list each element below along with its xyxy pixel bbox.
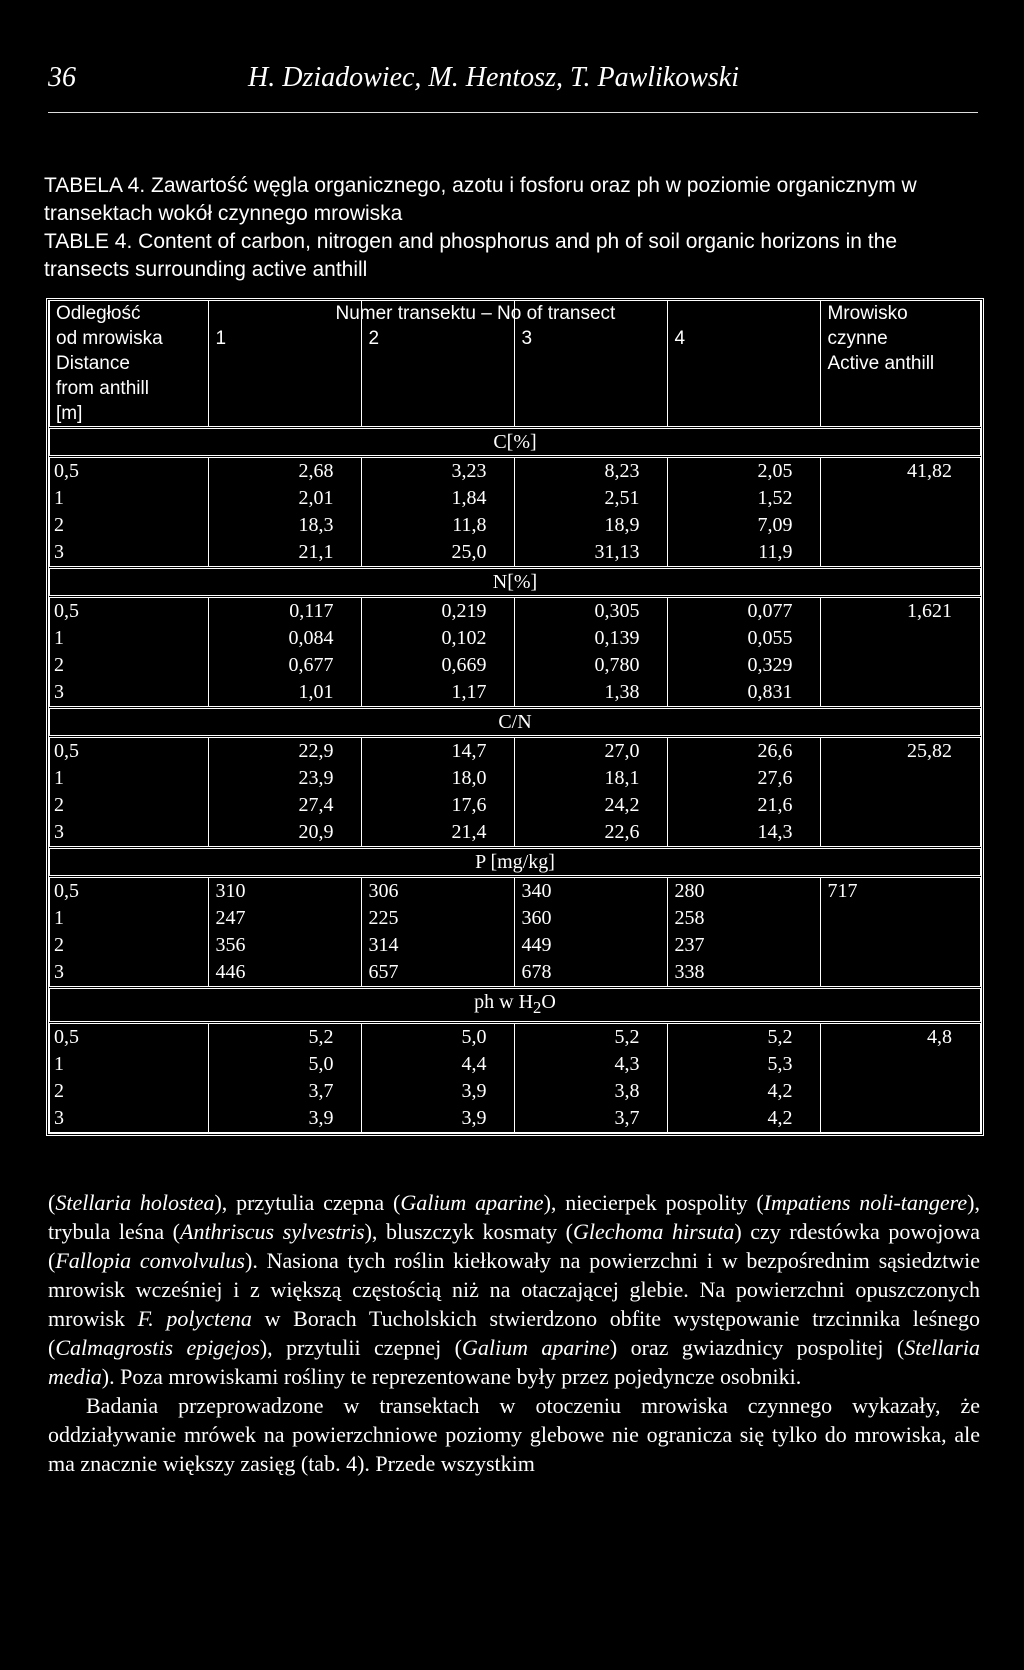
value-cell: 24,2 xyxy=(515,792,668,819)
value-cell: 4,3 xyxy=(515,1051,668,1078)
section-title: N[%] xyxy=(50,568,981,597)
table-row xyxy=(50,625,981,652)
distance-cell: 3 xyxy=(50,959,209,988)
value-cell: 5,3 xyxy=(668,1051,821,1078)
table-caption xyxy=(44,172,979,284)
value-cell: 23,9 xyxy=(209,765,362,792)
species-name: Fallopia convolvulus xyxy=(55,1248,245,1273)
distance-header-line: from anthill xyxy=(56,378,149,399)
value-cell: 3,7 xyxy=(209,1078,362,1105)
value-cell: 31,13 xyxy=(515,539,668,568)
distance-cell: 0,5 xyxy=(50,877,209,906)
table-row xyxy=(50,597,981,626)
table-row xyxy=(50,652,981,679)
species-name: Anthriscus sylvestris xyxy=(180,1219,365,1244)
transect-number: 3 xyxy=(521,328,533,349)
active-header-line: Active anthill xyxy=(827,353,935,374)
value-cell: 0,102 xyxy=(362,625,515,652)
value-cell: 657 xyxy=(362,959,515,988)
value-cell: 0,831 xyxy=(668,679,821,708)
value-cell: 5,2 xyxy=(668,1023,821,1052)
table-row xyxy=(50,1078,981,1105)
distance-cell: 0,5 xyxy=(50,1023,209,1052)
section-row xyxy=(50,848,981,877)
running-head: H. Dziadowiec, M. Hentosz, T. Pawlikowski xyxy=(248,62,740,93)
value-cell: 0,139 xyxy=(515,625,668,652)
section-title: P [mg/kg] xyxy=(50,848,981,877)
species-name: F. polyctena xyxy=(137,1306,252,1331)
value-cell: 18,9 xyxy=(515,512,668,539)
active-value-cell xyxy=(821,652,981,679)
value-cell: 1,84 xyxy=(362,485,515,512)
value-cell: 22,6 xyxy=(515,819,668,848)
page-number: 36 xyxy=(48,62,76,93)
value-cell: 27,4 xyxy=(209,792,362,819)
value-cell: 20,9 xyxy=(209,819,362,848)
value-cell: 14,3 xyxy=(668,819,821,848)
value-cell: 4,4 xyxy=(362,1051,515,1078)
body-paragraph-1: (Stellaria holostea), przytulia czepna (Galium aparine), niecierpek pospolity (Impatiens noli-tangere), trybula leśna (Anthriscus sylvestris), bluszczyk kosmaty (Glechoma hirsuta) czy rdestówka powojowa (Fallopia convolvulus). Nasiona tych roślin kiełkowały na powierzchni i w bezpośrednim sąsiedztwie mrowisk wcześniej i z większą częstością niż na otaczającej glebie. Na powierzchni opuszczonych mrowisk F. polyctena w Borach Tucholskich stwierdzono obfite występowanie trzcinnika leśnego (Calmagrostis epigejos), przytulii czepnej (Galium aparine) oraz gwiazdnicy pospolitej (Stellaria media). Poza mrowiskami rośliny te reprezentowane były przez pojedyncze osobniki. xyxy=(48,1190,980,1389)
distance-cell: 0,5 xyxy=(50,737,209,766)
value-cell: 1,01 xyxy=(209,679,362,708)
value-cell: 2,51 xyxy=(515,485,668,512)
value-cell: 3,9 xyxy=(362,1078,515,1105)
value-cell: 11,8 xyxy=(362,512,515,539)
value-cell: 237 xyxy=(668,932,821,959)
distance-cell: 2 xyxy=(50,652,209,679)
value-cell: 18,3 xyxy=(209,512,362,539)
value-cell: 3,7 xyxy=(515,1105,668,1133)
section-row xyxy=(50,708,981,737)
value-cell: 2,68 xyxy=(209,457,362,486)
table-row xyxy=(50,959,981,988)
body-text xyxy=(48,1188,980,1478)
data-table xyxy=(46,298,984,1136)
distance-cell: 0,5 xyxy=(50,457,209,486)
active-value-cell: 717 xyxy=(821,877,981,906)
distance-header-line: od mrowiska xyxy=(56,328,163,349)
distance-cell: 3 xyxy=(50,679,209,708)
value-cell: 21,1 xyxy=(209,539,362,568)
table-row xyxy=(50,737,981,766)
table-row xyxy=(50,877,981,906)
distance-header-line: Distance xyxy=(56,353,130,374)
active-value-cell xyxy=(821,679,981,708)
table-row xyxy=(50,539,981,568)
value-cell: 2,01 xyxy=(209,485,362,512)
table-row xyxy=(50,905,981,932)
value-cell: 306 xyxy=(362,877,515,906)
active-header-line: Mrowisko xyxy=(827,303,908,324)
species-name: Stellaria holostea xyxy=(55,1190,215,1215)
active-value-cell: 41,82 xyxy=(821,457,981,486)
value-cell: 5,0 xyxy=(209,1051,362,1078)
species-name: Galium aparine xyxy=(461,1335,610,1360)
value-cell: 5,2 xyxy=(515,1023,668,1052)
value-cell: 7,09 xyxy=(668,512,821,539)
value-cell: 338 xyxy=(668,959,821,988)
section-title: C/N xyxy=(50,708,981,737)
table-row xyxy=(50,1051,981,1078)
active-value-cell xyxy=(821,765,981,792)
active-value-cell xyxy=(821,959,981,988)
value-cell: 21,4 xyxy=(362,819,515,848)
active-header-line: czynne xyxy=(827,328,888,349)
species-name: Impatiens noli-tangere xyxy=(763,1190,968,1215)
value-cell: 280 xyxy=(668,877,821,906)
transect-number: 2 xyxy=(368,328,380,349)
value-cell: 678 xyxy=(515,959,668,988)
value-cell: 310 xyxy=(209,877,362,906)
value-cell: 18,1 xyxy=(515,765,668,792)
value-cell: 0,055 xyxy=(668,625,821,652)
value-cell: 17,6 xyxy=(362,792,515,819)
value-cell: 27,0 xyxy=(515,737,668,766)
active-value-cell xyxy=(821,905,981,932)
value-cell: 1,17 xyxy=(362,679,515,708)
value-cell: 0,305 xyxy=(515,597,668,626)
active-anthill-header xyxy=(821,301,981,428)
value-cell: 356 xyxy=(209,932,362,959)
transect-number: 1 xyxy=(215,328,227,349)
distance-header xyxy=(50,301,209,428)
value-cell: 3,8 xyxy=(515,1078,668,1105)
value-cell: 0,219 xyxy=(362,597,515,626)
value-cell: 3,9 xyxy=(362,1105,515,1133)
distance-cell: 3 xyxy=(50,539,209,568)
active-value-cell: 1,621 xyxy=(821,597,981,626)
table-row xyxy=(50,792,981,819)
distance-cell: 2 xyxy=(50,792,209,819)
table-row xyxy=(50,512,981,539)
value-cell: 2,05 xyxy=(668,457,821,486)
value-cell: 340 xyxy=(515,877,668,906)
active-value-cell xyxy=(821,792,981,819)
value-cell: 22,9 xyxy=(209,737,362,766)
value-cell: 0,669 xyxy=(362,652,515,679)
section-title: ph w $H_2O$ xyxy=(50,988,981,1023)
distance-cell: 1 xyxy=(50,1051,209,1078)
distance-cell: 1 xyxy=(50,905,209,932)
table-row xyxy=(50,819,981,848)
table-row xyxy=(50,1105,981,1133)
header-rule xyxy=(48,112,978,113)
distance-cell: 2 xyxy=(50,512,209,539)
caption-english: TABLE 4. Content of carbon, nitrogen and phosphorus and ph of soil organic horizons in the transects surrounding active anthill xyxy=(44,230,897,281)
value-cell: 360 xyxy=(515,905,668,932)
table-row xyxy=(50,485,981,512)
value-cell: 0,084 xyxy=(209,625,362,652)
active-value-cell xyxy=(821,1105,981,1133)
value-cell: 3,9 xyxy=(209,1105,362,1133)
value-cell: 0,077 xyxy=(668,597,821,626)
value-cell: 449 xyxy=(515,932,668,959)
distance-cell: 1 xyxy=(50,625,209,652)
value-cell: 26,6 xyxy=(668,737,821,766)
value-cell: 4,2 xyxy=(668,1078,821,1105)
value-cell: 0,677 xyxy=(209,652,362,679)
body-paragraph-2: Badania przeprowadzone w transektach w otoczeniu mrowiska czynnego wykazały, że oddziaływanie mrówek na powierzchniowe poziomy glebowe nie ogranicza się tylko do mrowiska, ale ma znacznie większy zasięg (tab. 4). Przede wszystkim xyxy=(48,1393,980,1476)
transect-header-4 xyxy=(668,301,821,428)
active-value-cell xyxy=(821,932,981,959)
value-cell: 247 xyxy=(209,905,362,932)
value-cell: 3,23 xyxy=(362,457,515,486)
caption-polish: TABELA 4. Zawartość węgla organicznego, azotu i fosforu oraz ph w poziomie organicznym w transektach wokół czynnego mrowiska xyxy=(44,174,917,225)
table-row xyxy=(50,457,981,486)
value-cell: 258 xyxy=(668,905,821,932)
active-value-cell xyxy=(821,485,981,512)
active-value-cell xyxy=(821,1051,981,1078)
value-cell: 18,0 xyxy=(362,765,515,792)
value-cell: 27,6 xyxy=(668,765,821,792)
value-cell: 11,9 xyxy=(668,539,821,568)
active-value-cell: 4,8 xyxy=(821,1023,981,1052)
value-cell: 0,780 xyxy=(515,652,668,679)
section-row xyxy=(50,568,981,597)
transect-group-title: Numer transektu – No of transect xyxy=(335,303,616,324)
value-cell: 0,117 xyxy=(209,597,362,626)
active-value-cell xyxy=(821,539,981,568)
table-header-row xyxy=(50,301,981,428)
value-cell: 1,38 xyxy=(515,679,668,708)
distance-cell: 2 xyxy=(50,932,209,959)
transect-number: 4 xyxy=(674,328,686,349)
value-cell: 5,0 xyxy=(362,1023,515,1052)
distance-header-line: [m] xyxy=(56,403,83,424)
species-name: Stellaria media xyxy=(48,1335,980,1389)
table-row xyxy=(50,765,981,792)
species-name: Galium aparine xyxy=(400,1190,544,1215)
active-value-cell: 25,82 xyxy=(821,737,981,766)
distance-cell: 3 xyxy=(50,819,209,848)
value-cell: 314 xyxy=(362,932,515,959)
value-cell: 21,6 xyxy=(668,792,821,819)
active-value-cell xyxy=(821,512,981,539)
section-title: C[%] xyxy=(50,428,981,457)
active-value-cell xyxy=(821,819,981,848)
value-cell: 446 xyxy=(209,959,362,988)
distance-cell: 0,5 xyxy=(50,597,209,626)
distance-header-line: Odległość xyxy=(56,303,141,324)
value-cell: 25,0 xyxy=(362,539,515,568)
value-cell: 8,23 xyxy=(515,457,668,486)
species-name: Calmagrostis epigejos xyxy=(55,1335,260,1360)
table-row xyxy=(50,1023,981,1052)
active-value-cell xyxy=(821,1078,981,1105)
value-cell: 225 xyxy=(362,905,515,932)
value-cell: 1,52 xyxy=(668,485,821,512)
value-cell: 14,7 xyxy=(362,737,515,766)
section-row xyxy=(50,988,981,1023)
table-row xyxy=(50,679,981,708)
section-row xyxy=(50,428,981,457)
transect-header-1 xyxy=(209,301,616,428)
active-value-cell xyxy=(821,625,981,652)
value-cell: 4,2 xyxy=(668,1105,821,1133)
table-row xyxy=(50,932,981,959)
distance-cell: 2 xyxy=(50,1078,209,1105)
distance-cell: 1 xyxy=(50,765,209,792)
subscript: 2 xyxy=(533,998,542,1017)
distance-cell: 1 xyxy=(50,485,209,512)
species-name: Glechoma hirsuta xyxy=(572,1219,735,1244)
value-cell: 0,329 xyxy=(668,652,821,679)
value-cell: 5,2 xyxy=(209,1023,362,1052)
distance-cell: 3 xyxy=(50,1105,209,1133)
page-header xyxy=(48,62,978,112)
